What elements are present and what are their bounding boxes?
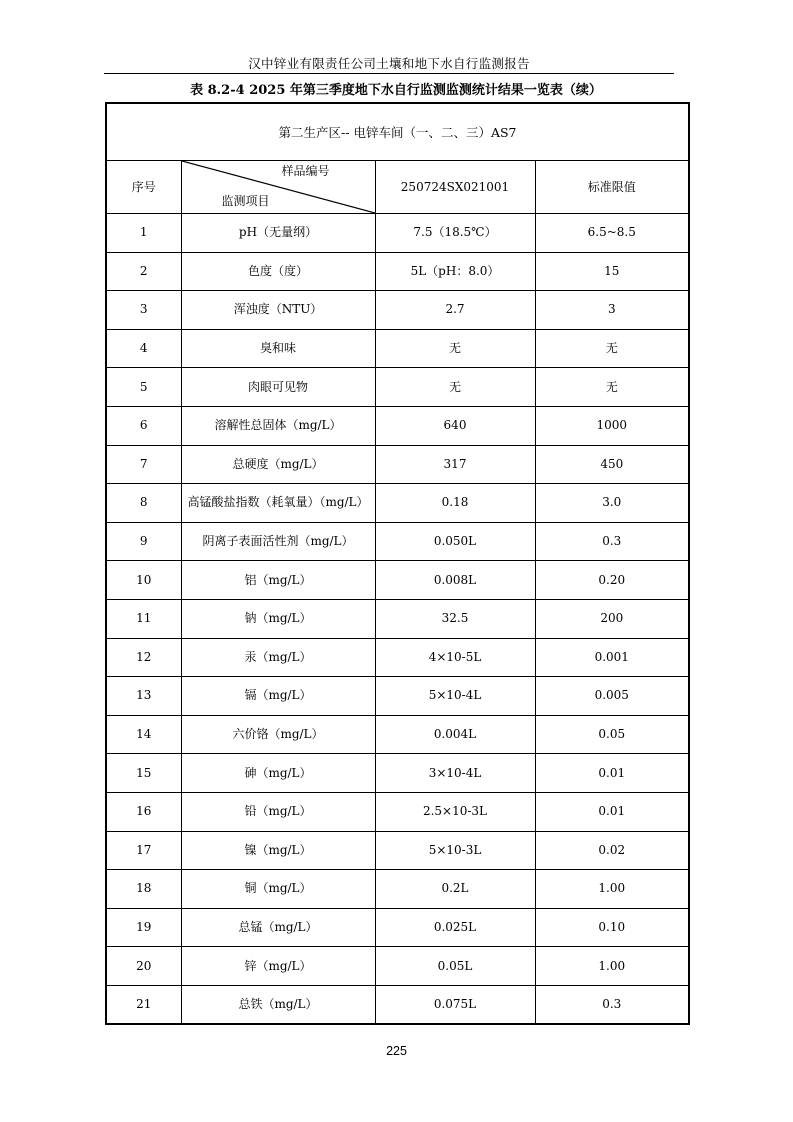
header-diagonal-cell	[181, 161, 375, 214]
cell-limit: 0.005	[535, 677, 689, 716]
cell-item: 总铁（mg/L）	[181, 985, 375, 1024]
cell-value: 0.025L	[375, 908, 535, 947]
cell-value: 5×10-3L	[375, 831, 535, 870]
header-limit: 标准限值	[535, 161, 689, 214]
cell-item: pH（无量纲）	[181, 214, 375, 253]
cell-item: 锌（mg/L）	[181, 947, 375, 986]
cell-limit: 200	[535, 599, 689, 638]
cell-no: 4	[106, 329, 181, 368]
cell-value: 0.2L	[375, 870, 535, 909]
cell-no: 9	[106, 522, 181, 561]
cell-value: 0.050L	[375, 522, 535, 561]
cell-limit: 3	[535, 291, 689, 330]
table-row	[106, 715, 689, 754]
table-row	[106, 754, 689, 793]
cell-item: 汞（mg/L）	[181, 638, 375, 677]
cell-item: 浑浊度（NTU）	[181, 291, 375, 330]
table-row	[106, 252, 689, 291]
cell-limit: 1.00	[535, 947, 689, 986]
cell-limit: 3.0	[535, 484, 689, 523]
cell-limit: 6.5~8.5	[535, 214, 689, 253]
cell-no: 15	[106, 754, 181, 793]
table-row	[106, 484, 689, 523]
cell-item: 铅（mg/L）	[181, 792, 375, 831]
cell-item: 总锰（mg/L）	[181, 908, 375, 947]
cell-no: 13	[106, 677, 181, 716]
cell-no: 16	[106, 792, 181, 831]
table-row	[106, 677, 689, 716]
cell-limit: 无	[535, 368, 689, 407]
cell-item: 铜（mg/L）	[181, 870, 375, 909]
table-row	[106, 985, 689, 1024]
cell-item: 六价铬（mg/L）	[181, 715, 375, 754]
cell-value: 0.075L	[375, 985, 535, 1024]
header-seq: 序号	[106, 161, 181, 214]
cell-limit: 15	[535, 252, 689, 291]
cell-no: 18	[106, 870, 181, 909]
cell-no: 5	[106, 368, 181, 407]
section-title-row	[106, 103, 689, 161]
cell-no: 2	[106, 252, 181, 291]
section-title: 第二生产区-- 电锌车间（一、二、三）AS7	[106, 103, 689, 161]
table-row	[106, 792, 689, 831]
table-row	[106, 329, 689, 368]
cell-limit: 0.05	[535, 715, 689, 754]
cell-no: 12	[106, 638, 181, 677]
cell-limit: 0.10	[535, 908, 689, 947]
cell-value: 4×10-5L	[375, 638, 535, 677]
cell-no: 3	[106, 291, 181, 330]
cell-no: 8	[106, 484, 181, 523]
cell-value: 640	[375, 406, 535, 445]
cell-item: 色度（度）	[181, 252, 375, 291]
cell-value: 0.008L	[375, 561, 535, 600]
cell-value: 32.5	[375, 599, 535, 638]
cell-item: 总硬度（mg/L）	[181, 445, 375, 484]
cell-value: 317	[375, 445, 535, 484]
table-row	[106, 445, 689, 484]
cell-item: 铝（mg/L）	[181, 561, 375, 600]
results-table	[105, 102, 690, 1025]
header-row	[106, 161, 689, 214]
cell-limit: 0.20	[535, 561, 689, 600]
cell-no: 19	[106, 908, 181, 947]
table-row	[106, 406, 689, 445]
cell-no: 6	[106, 406, 181, 445]
cell-value: 0.004L	[375, 715, 535, 754]
cell-value: 5×10-4L	[375, 677, 535, 716]
cell-value: 无	[375, 329, 535, 368]
cell-value: 无	[375, 368, 535, 407]
table-row	[106, 599, 689, 638]
table-row	[106, 214, 689, 253]
cell-item: 阴离子表面活性剂（mg/L）	[181, 522, 375, 561]
cell-value: 7.5（18.5℃）	[375, 214, 535, 253]
cell-limit: 0.001	[535, 638, 689, 677]
cell-no: 7	[106, 445, 181, 484]
table-row	[106, 638, 689, 677]
cell-limit: 0.02	[535, 831, 689, 870]
cell-no: 20	[106, 947, 181, 986]
table-caption: 表 8.2-4 2025 年第三季度地下水自行监测监测统计结果一览表（续）	[190, 83, 602, 98]
cell-limit: 1000	[535, 406, 689, 445]
header-sample-number-label: 样品编号	[281, 164, 330, 178]
cell-no: 11	[106, 599, 181, 638]
cell-item: 镉（mg/L）	[181, 677, 375, 716]
page-number: 225	[386, 1044, 407, 1058]
header-rule	[104, 73, 674, 74]
cell-value: 2.5×10-3L	[375, 792, 535, 831]
cell-limit: 1.00	[535, 870, 689, 909]
table-row	[106, 368, 689, 407]
header-monitoring-item-label: 监测项目	[221, 194, 270, 208]
cell-value: 2.7	[375, 291, 535, 330]
cell-value: 0.18	[375, 484, 535, 523]
header-sample-id: 250724SX021001	[375, 161, 535, 214]
table-row	[106, 870, 689, 909]
diagonal-line	[182, 161, 375, 213]
table-row	[106, 908, 689, 947]
cell-no: 17	[106, 831, 181, 870]
table-row	[106, 947, 689, 986]
running-header: 汉中锌业有限责任公司土壤和地下水自行监测报告	[248, 56, 530, 71]
table-row	[106, 561, 689, 600]
cell-item: 肉眼可见物	[181, 368, 375, 407]
cell-limit: 0.01	[535, 754, 689, 793]
table-row	[106, 831, 689, 870]
table-row	[106, 522, 689, 561]
cell-item: 臭和味	[181, 329, 375, 368]
cell-limit: 450	[535, 445, 689, 484]
cell-no: 14	[106, 715, 181, 754]
table-row	[106, 291, 689, 330]
cell-value: 0.05L	[375, 947, 535, 986]
cell-no: 1	[106, 214, 181, 253]
cell-value: 3×10-4L	[375, 754, 535, 793]
cell-limit: 0.01	[535, 792, 689, 831]
cell-value: 5L（pH：8.0）	[375, 252, 535, 291]
cell-limit: 无	[535, 329, 689, 368]
cell-item: 高锰酸盐指数（耗氧量）（mg/L）	[181, 484, 375, 523]
cell-item: 溶解性总固体（mg/L）	[181, 406, 375, 445]
cell-item: 镍（mg/L）	[181, 831, 375, 870]
cell-limit: 0.3	[535, 985, 689, 1024]
cell-item: 钠（mg/L）	[181, 599, 375, 638]
cell-no: 21	[106, 985, 181, 1024]
cell-item: 砷（mg/L）	[181, 754, 375, 793]
cell-no: 10	[106, 561, 181, 600]
cell-limit: 0.3	[535, 522, 689, 561]
